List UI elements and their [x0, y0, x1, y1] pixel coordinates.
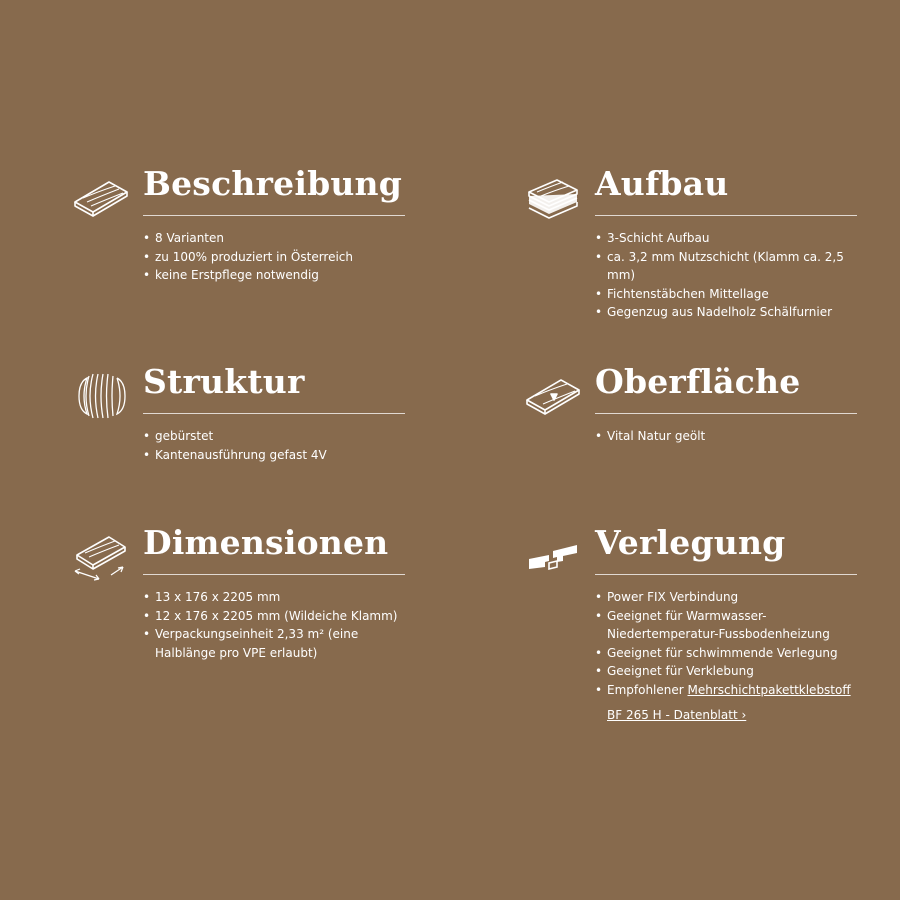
section-oberflaeche	[595, 360, 900, 446]
divider	[143, 413, 405, 414]
list-item: • keine Erstpflege notwendig	[143, 266, 415, 285]
list-item: • 3-Schicht Aufbau	[595, 229, 867, 248]
list-item: • 13 x 176 x 2205 mm	[143, 588, 415, 607]
list-item: • Kantenausführung gefast 4V	[143, 446, 415, 465]
section-title: Aufbau	[595, 164, 729, 203]
divider	[143, 215, 405, 216]
section-title: Struktur	[143, 362, 305, 401]
list-item: • zu 100% produziert in Österreich	[143, 248, 415, 267]
section-struktur	[143, 360, 483, 464]
feature-list	[595, 229, 900, 322]
wood-grain-icon	[71, 366, 131, 426]
oil-drop-board-icon	[523, 366, 583, 426]
list-item: • Fichtenstäbchen Mittellage	[595, 285, 867, 304]
feature-list	[143, 229, 483, 285]
list-item: • Geeignet für Warmwasser-Niedertemperatur-Fussbodenheizung	[595, 607, 867, 644]
section-title: Beschreibung	[143, 164, 403, 203]
datasheet-link[interactable]: BF 265 H - Datenblatt ›	[607, 707, 747, 722]
wood-plank-icon	[71, 168, 131, 228]
section-dimensionen	[143, 521, 483, 662]
divider	[143, 574, 405, 575]
click-joint-icon	[523, 527, 583, 587]
layered-boards-icon	[523, 168, 583, 228]
section-title: Oberfläche	[595, 362, 801, 401]
list-item: • Vital Natur geölt	[595, 427, 867, 446]
list-item: • 12 x 176 x 2205 mm (Wildeiche Klamm)	[143, 607, 415, 626]
section-aufbau	[595, 162, 900, 322]
section-verlegung	[595, 521, 900, 724]
list-item: • 8 Varianten	[143, 229, 415, 248]
feature-list	[595, 588, 900, 700]
feature-list	[595, 427, 900, 446]
list-item: • Gegenzug aus Nadelholz Schälfurnier	[595, 303, 867, 322]
list-item: • Geeignet für Verklebung	[595, 662, 867, 681]
divider	[595, 574, 857, 575]
list-item: • Geeignet für schwimmende Verlegung	[595, 644, 867, 663]
feature-list	[143, 427, 483, 464]
list-item-text: Empfohlener	[607, 682, 688, 697]
section-title: Verlegung	[595, 523, 786, 562]
list-item	[595, 681, 867, 700]
list-item: • Power FIX Verbindung	[595, 588, 867, 607]
list-item: • ca. 3,2 mm Nutzschicht (Klamm ca. 2,5 mm)	[595, 248, 867, 285]
list-item: • Verpackungseinheit 2,33 m² (eine Halblänge pro VPE erlaubt)	[143, 625, 415, 662]
feature-list	[143, 588, 483, 662]
divider	[595, 215, 857, 216]
section-title: Dimensionen	[143, 523, 389, 562]
list-item: • gebürstet	[143, 427, 415, 446]
adhesive-link[interactable]: Mehrschichtpakettklebstoff	[687, 682, 851, 697]
section-beschreibung	[143, 162, 483, 285]
divider	[595, 413, 857, 414]
board-dimension-icon	[71, 527, 131, 587]
